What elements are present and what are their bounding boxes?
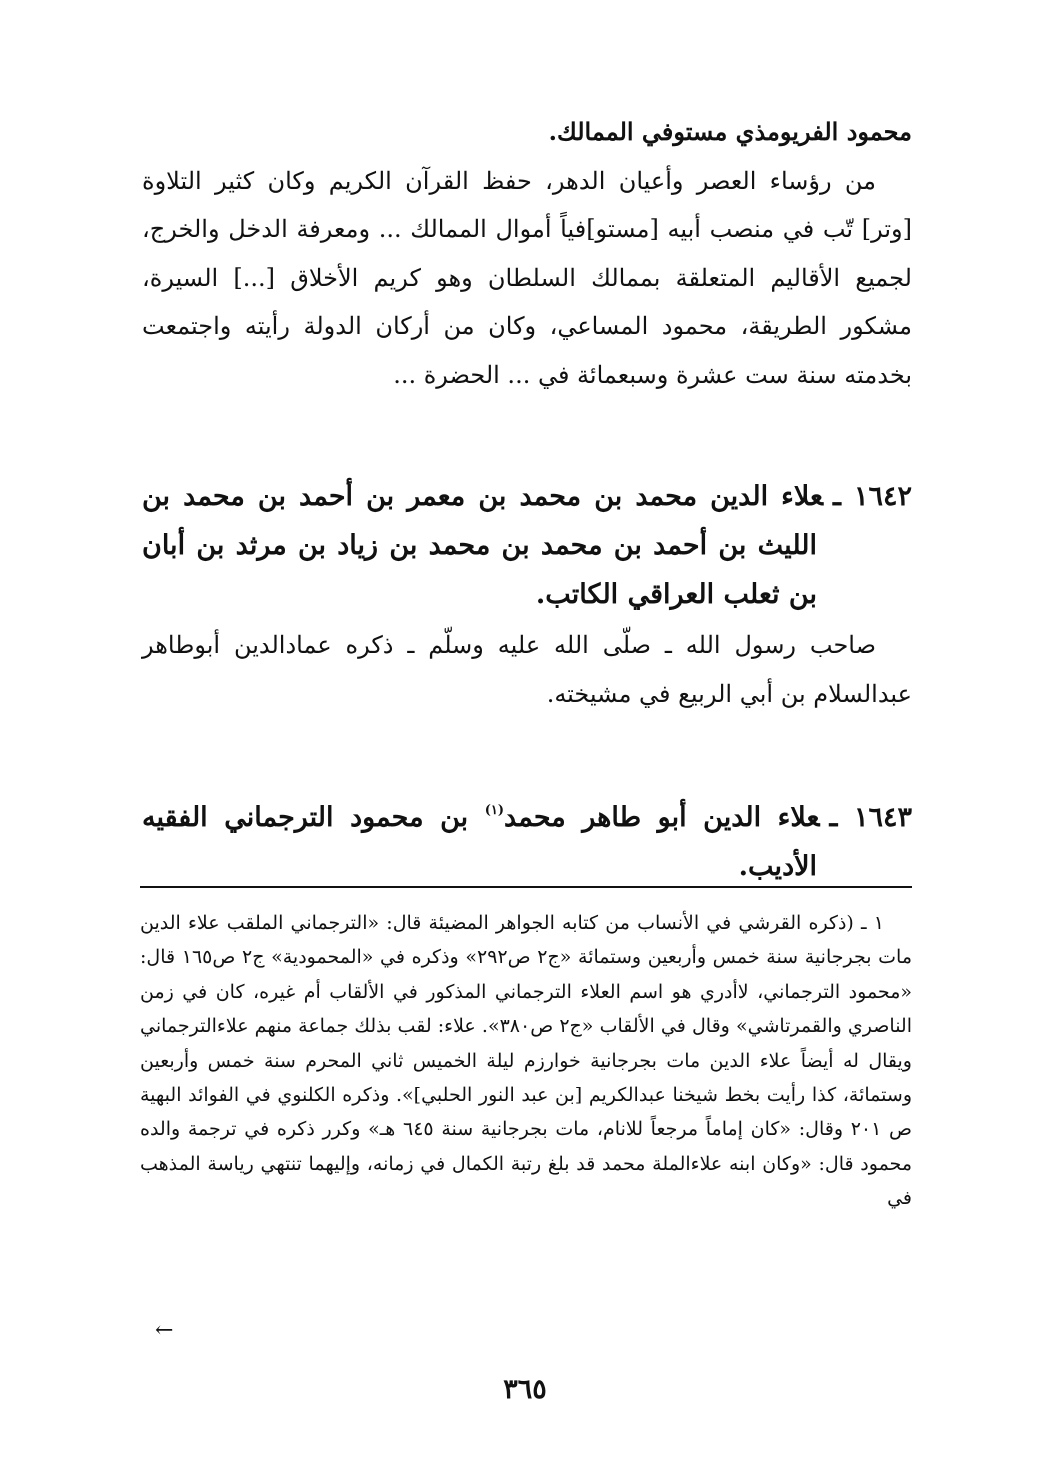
page-number: ٣٦٥ — [503, 1374, 547, 1405]
entry-body: صاحب رسول الله ـ صلّى الله عليه وسلّم ـ ذكره عمادالدين أبوطاهر عبدالسلام بن أبي الربيع في مشيخته. — [142, 631, 912, 708]
entry-heading-text: علاء الدين أبو طاهر محمد — [504, 802, 820, 833]
footnote-divider — [140, 886, 912, 888]
intro-section — [142, 108, 912, 399]
entry-heading — [142, 472, 912, 619]
entry-number: ١٦٤٣ ـ — [829, 802, 913, 833]
entry-heading-text: علاء الدين محمد بن محمد بن معمر بن أحمد بن محمد بن الليث بن أحمد بن محمد بن محمد بن زياد بن مرثد بن أبان بن ثعلب العراقي الكاتب. — [142, 481, 823, 610]
intro-title: محمود الفريومذي مستوفي الممالك. — [548, 117, 912, 146]
continuation-arrow-icon: ← — [155, 1318, 174, 1343]
entry-heading-text-rest: بن محمود الترجماني الفقيه الأديب. — [142, 802, 817, 882]
entry-heading — [142, 793, 912, 891]
entry-1642 — [142, 472, 912, 718]
intro-body: من رؤساء العصر وأعيان الدهر، حفظ القرآن الكريم وكان كثير التلاوة [وتر] تّب في منصب أبيه [مستو]فياً أموال الممالك ... ومعرفة الدخل والخرج، لجميع الأقاليم المتعلقة بممالك السلطان وهو كريم الأخلاق [...] السيرة، مشكور الطريقة، محمود المساعي، وكان من أركان الدولة رأيته واجتمعت بخدمته سنة ست عشرة وسبعمائة في ... الحضرة ... — [142, 166, 912, 389]
footnote: ١ ـ (ذكره القرشي في الأنساب من كتابه الجواهر المضيئة قال: «الترجماني الملقب علاء الدين مات بجرجانية سنة خمس وأربعين وستمائة «ج٢ ص٢٩٢» وذكره في «المحمودية» ج٢ ص١٦٥ قال: «محمود الترجماني، لاأدري هو اسم العلاء الترجماني المذكور في الألقاب أم غيره، كان في زمن الناصري والقمرتاشي» وقال في الألقاب «ج٢ ص٣٨٠». علاء: لقب بذلك جماعة منهم علاءالترجماني ويقال له أيضاً علاء الدين مات بجرجانية خوارزم ليلة الخميس ثاني المحرم سنة خمس وأربعين وستمائة، كذا رأيت بخط شيخنا عبدالكريم [بن عبد النور الحلبي]». وذكره الكلنوي في الفوائد البهية ص ٢٠١ وقال: «كان إماماً مرجعاً للانام، مات بجرجانية سنة ٦٤٥ هـ» وكرر ذكره في ترجمة والده محمود قال: «وكان ابنه علاءالملة محمد قد بلغ رتبة الكمال في زمانه، وإليهما تنتهي رياسة المذهب في — [140, 912, 913, 1210]
entry-1643 — [142, 793, 912, 891]
entry-number: ١٦٤٢ ـ — [833, 481, 913, 512]
footnote-reference[interactable]: (١) — [484, 803, 505, 818]
